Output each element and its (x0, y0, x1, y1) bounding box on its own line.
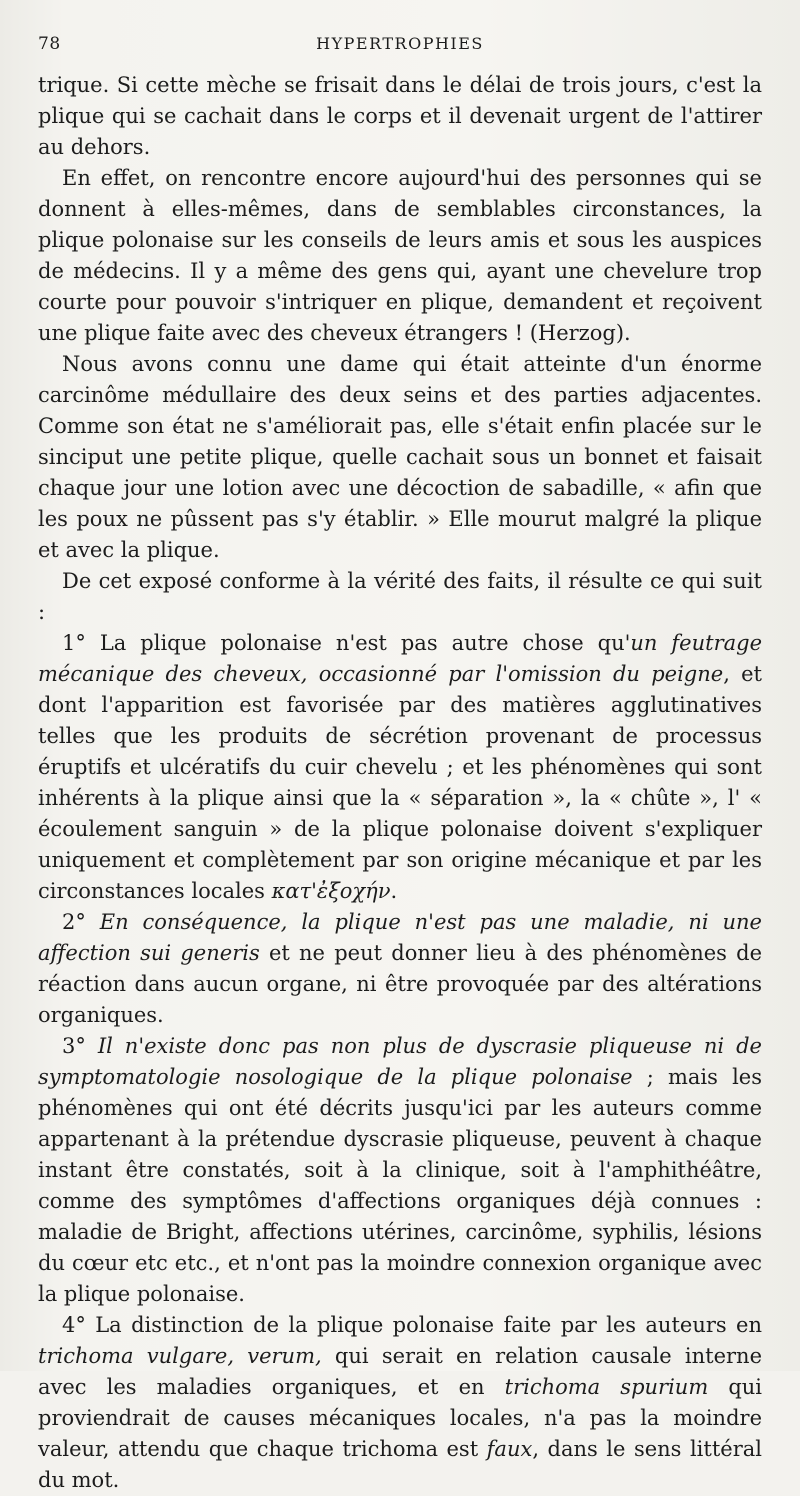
paragraph-8-italic-3: faux (486, 1437, 533, 1461)
paragraph-5-greek: κατ'ἐξοχήν (271, 879, 391, 903)
paragraph-8-text-a: 4° La distinction de la plique polonaise faite par les auteurs en (62, 1313, 762, 1337)
paragraph-7-text-a: 3° (62, 1034, 98, 1058)
paragraph-7-italic: Il n'existe donc pas non plus de dyscrasie pliqueuse ni de symptomatologie nosologique de la plique polonaise (38, 1034, 762, 1089)
page-number: 78 (38, 34, 61, 54)
paragraph-8-italic-2: trichoma spurium (504, 1375, 709, 1399)
paragraph-2: En effet, on rencontre encore aujourd'hui des personnes qui se donnent à elles-mêmes, dans de semblables circonstances, la plique polonaise sur les conseils de leurs amis et sous les auspices de médecins. Il y a même des gens qui, ayant une chevelure trop courte pour pouvoir s'intriquer en plique, demandent et reçoivent une plique faite avec des cheveux étrangers ! (Herzog). (38, 166, 762, 345)
paragraph-8 (38, 1310, 762, 1496)
paragraph-3: Nous avons connu une dame qui était atteinte d'un énorme carcinôme médullaire des deux seins et des parties adjacentes. Comme son état ne s'améliorait pas, elle s'était enfin placée sur le sinciput une petite plique, quelle cachait sous un bonnet et faisait chaque jour une lotion avec une décoction de sabadille, « afin que les poux ne pûssent pas s'y établir. » Elle mourut malgré la plique et avec la plique. (38, 352, 762, 562)
paragraph-1: trique. Si cette mèche se frisait dans le délai de trois jours, c'est la plique qui se cachait dans le corps et il devenait urgent de l'attirer au dehors. (38, 73, 762, 159)
paragraph-6-text-b: et ne peut donner lieu à des phénomènes de réaction dans aucun organe, ni être provoquée par des altérations organiques. (38, 941, 763, 1027)
page-header (38, 30, 762, 56)
paragraph-5-text-b: , et dont l'apparition est favorisée par des matières agglutinatives telles que les produits de sécrétion provenant de processus éruptifs et ulcératifs du cuir chevelu ; et les phénomènes qui sont inhérents à la plique ainsi que la « séparation », la « chûte », l' « écoulement sanguin » de la plique polonaise doivent s'expliquer uniquement et complètement par son origine mécanique et par les circonstances locales (38, 662, 763, 903)
paragraph-8-text-c: qui proviendrait de causes mécaniques locales, n'a pas la moindre valeur, attendu que chaque trichoma est (38, 1375, 763, 1461)
paragraph-5-text-a: 1° La plique polonaise n'est pas autre chose qu' (62, 631, 631, 655)
paragraph-7 (38, 1031, 762, 1310)
body-text (38, 70, 762, 1496)
paragraph-5 (38, 628, 762, 907)
paragraph-6 (38, 907, 762, 1031)
paragraph-7-text-b: ; mais les phénomènes qui ont été décrits jusqu'ici par les auteurs comme appartenant à la prétendue dyscrasie pliqueuse, peuvent à chaque instant être constatés, soit à la clinique, soit à l'amphithéâtre, comme des symptômes d'affections organiques déjà connues : maladie de Bright, affections utérines, carcinôme, syphilis, lésions du cœur etc etc., et n'ont pas la moindre connexion organique avec la plique polonaise. (38, 1065, 762, 1306)
paragraph-8-text-d: , dans le sens littéral du mot. (38, 1437, 762, 1492)
paragraph-8-text-b: qui serait en relation causale interne avec les maladies organiques, et en (38, 1344, 763, 1399)
paragraph-5-text-c: . (390, 879, 398, 903)
paragraph-5-italic: un feutrage mécanique des cheveux, occasionné par l'omission du peigne (38, 631, 762, 686)
paragraph-6-italic: En conséquence, la plique n'est pas une maladie, ni une affection sui generis (38, 910, 762, 965)
running-title: HYPERTROPHIES (316, 34, 484, 53)
paragraph-6-text-a: 2° (62, 910, 100, 934)
paragraph-8-italic-1: trichoma vulgare, verum, (38, 1344, 322, 1368)
paragraph-4: De cet exposé conforme à la vérité des faits, il résulte ce qui suit : (38, 569, 762, 624)
